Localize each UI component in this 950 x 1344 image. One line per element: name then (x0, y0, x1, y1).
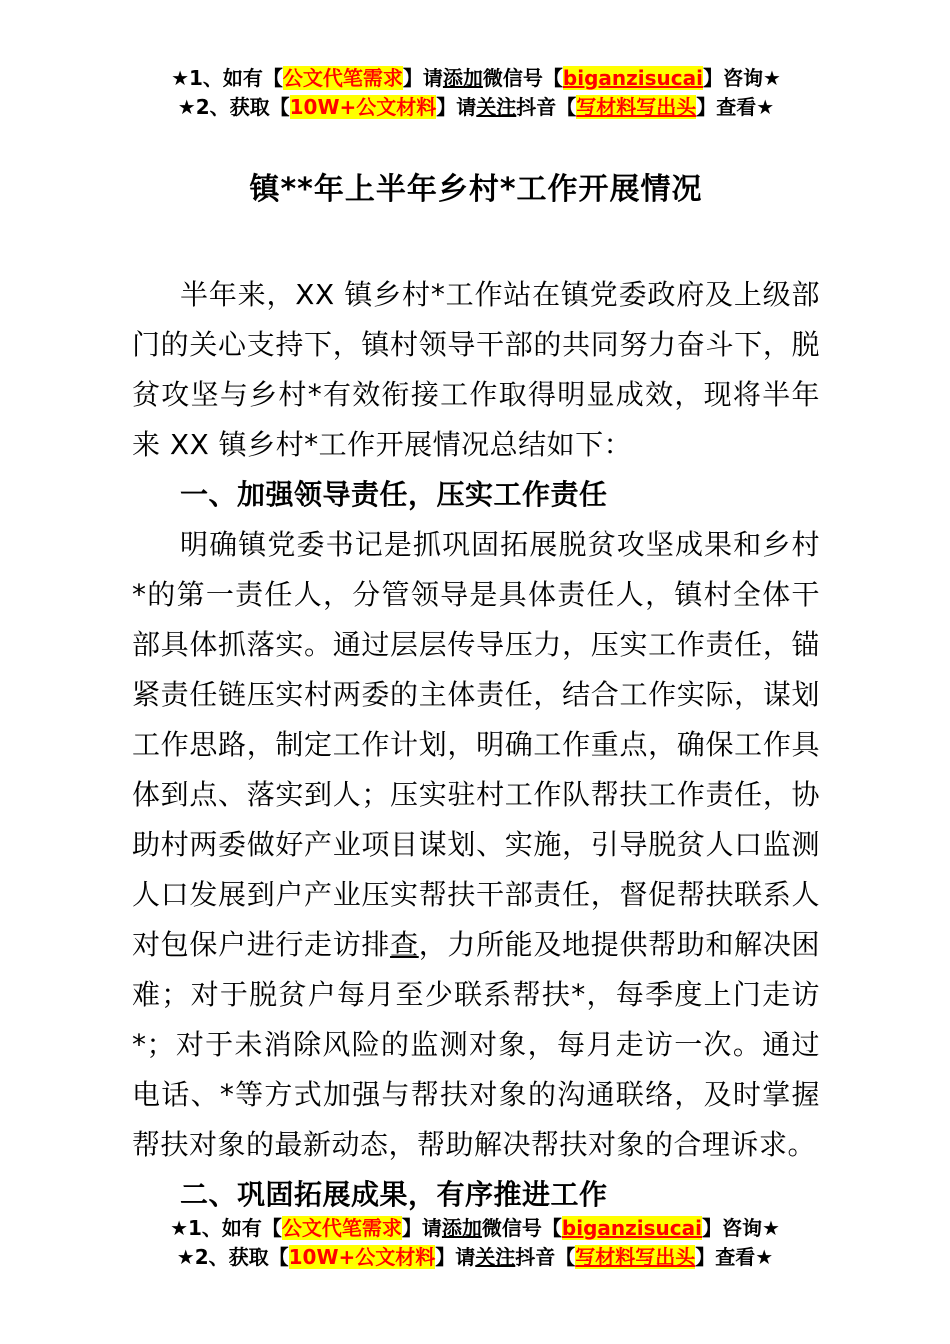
promo-banner-top-line-2 (132, 93, 820, 122)
text-segment-red-highlight: 公文代笔需求 (281, 1216, 402, 1240)
text-segment: 】咨询★ (703, 66, 781, 90)
text-segment: 】请 (401, 1216, 442, 1240)
text-segment: ★1、如有【 (170, 1216, 282, 1240)
text-segment: 】请 (436, 95, 477, 119)
text-segment-red-highlight: 10W+公文材料 (288, 1245, 436, 1269)
text-segment-red-highlight-underline: biganzisucai (562, 66, 703, 90)
text-segment: 】请 (435, 1245, 476, 1269)
text-segment: ★2、获取【 (177, 95, 290, 119)
text-segment: 】请 (402, 66, 443, 90)
text-segment-red-highlight-underline: biganzisucai (561, 1216, 702, 1240)
text-segment: 】咨询★ (702, 1216, 780, 1240)
promo-banner-bottom-line-1 (0, 1214, 950, 1243)
section-1-paragraph (132, 520, 820, 1170)
document-title: 镇**年上半年乡村*工作开展情况 (249, 172, 703, 207)
text-segment: ★2、获取【 (176, 1245, 289, 1269)
text-segment: 】查看★ (695, 1245, 774, 1269)
text-segment-underline: 添加 (441, 1216, 482, 1240)
text-segment-red-highlight-underline: 写材料写出头 (576, 95, 697, 119)
text-segment: 抖音【 (516, 95, 577, 119)
intro-paragraph: 半年来，XX 镇乡村*工作站在镇党委政府及上级部门的关心支持下，镇村领导干部的共同努力奋斗下，脱贫攻坚与乡村*有效衔接工作取得明显成效，现将半年来 XX 镇乡村*工作开展情况总结如下： (132, 278, 820, 461)
section-1-heading: 一、加强领导责任，压实工作责任 (180, 478, 608, 511)
text-segment: 微信号【 (481, 1216, 562, 1240)
text-segment-underline: 查 (390, 928, 419, 961)
section-2-heading: 二、巩固拓展成果，有序推进工作 (180, 1178, 608, 1211)
text-segment: 】查看★ (696, 95, 775, 119)
promo-banner-bottom-line-2 (0, 1243, 950, 1272)
text-segment-underline: 关注 (476, 95, 517, 119)
text-segment-red-highlight: 公文代笔需求 (282, 66, 403, 90)
text-segment-underline: 关注 (475, 1245, 516, 1269)
text-segment-red-highlight-underline: 写材料写出头 (575, 1245, 696, 1269)
text-segment: 微信号【 (482, 66, 563, 90)
text-segment: 抖音【 (515, 1245, 576, 1269)
text-segment: 明确镇党委书记是抓巩固拓展脱贫攻坚成果和乡村*的第一责任人，分管领导是具体责任人，镇村全体干部具体抓落实。通过层层传导压力，压实工作责任，锚紧责任链压实村两委的主体责任，结合工作实际，谋划工作思路，制定工作计划，明确工作重点，确保工作具体到点、落实到人；压实驻村工作队帮扶工作责任，协助村两委做好产业项目谋划、实施，引导脱贫人口监测人口发展到户产业压实帮扶干部责任，督促帮扶联系人对包保户进行走访排 (132, 528, 820, 961)
text-segment-red-highlight: 10W+公文材料 (289, 95, 437, 119)
promo-banner-top (132, 64, 820, 122)
text-segment-underline: 添加 (442, 66, 483, 90)
text-segment: ★1、如有【 (171, 66, 283, 90)
promo-banner-bottom (0, 1214, 950, 1272)
promo-banner-top-line-1 (132, 64, 820, 93)
text-segment: ，力所能及地提供帮助和解决困难；对于脱贫户每月至少联系帮扶*，每季度上门走访*；对于未消除风险的监测对象，每月走访一次。通过电话、*等方式加强与帮扶对象的沟通联络，及时掌握帮扶对象的最新动态，帮助解决帮扶对象的合理诉求。 (132, 928, 820, 1161)
